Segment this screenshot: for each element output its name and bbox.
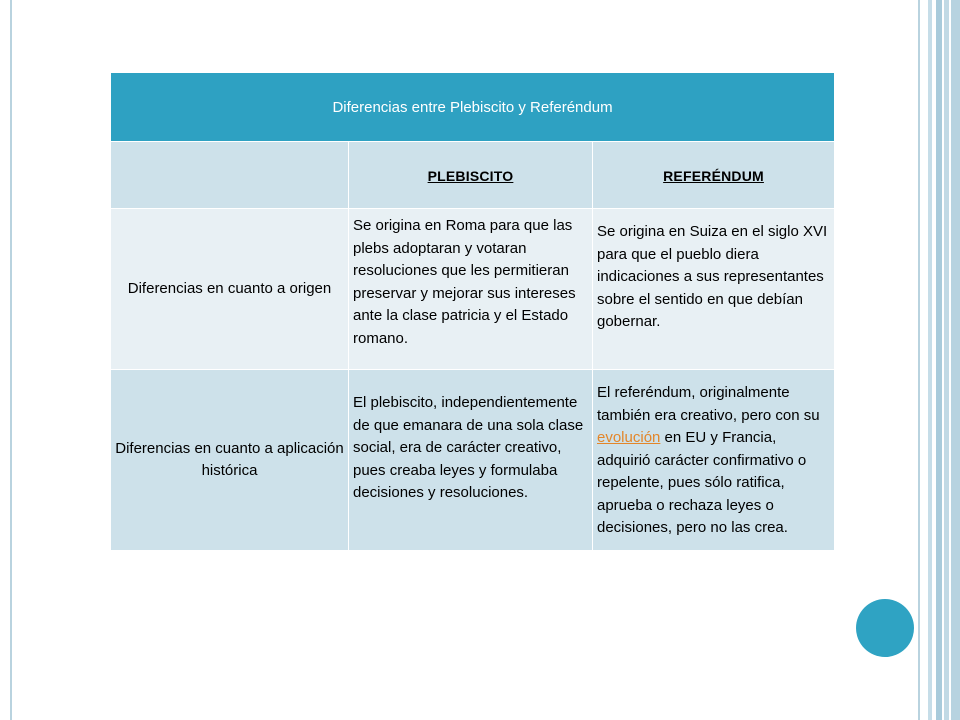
row-label-aplicacion: Diferencias en cuanto a aplicación histórica: [111, 370, 349, 551]
cell-text: El plebiscito, independientemente de que emanara de una sola clase social, era de carácter creativo, pues creaba leyes y formulaba decisiones y resoluciones.: [353, 394, 584, 501]
decorative-stripe: [936, 0, 942, 720]
slide-right-border: [918, 0, 920, 720]
cell-text: [593, 370, 834, 540]
decorative-stripe: [928, 0, 932, 720]
table-row-aplicacion: [111, 370, 835, 551]
slide-left-border: [10, 0, 12, 720]
referendum-text-before: El referéndum, originalmente también era creativo, pero con su: [597, 384, 820, 424]
header-plebiscito-label: PLEBISCITO: [427, 168, 514, 184]
comparison-table: [110, 72, 835, 551]
cell-aplicacion-referendum: [593, 370, 835, 551]
table-header-row: [111, 142, 835, 209]
cell-origen-plebiscito: [349, 209, 593, 370]
decorative-stripe: [951, 0, 960, 720]
row-label-origen: Diferencias en cuanto a origen: [111, 209, 349, 370]
referendum-text-after: en EU y Francia, adquirió carácter confirmativo o repelente, pues sólo ratifica, aprueba o rechaza leyes o decisiones, pero no las crea.: [597, 429, 807, 536]
header-plebiscito-cell: [349, 142, 593, 209]
cell-text: Se origina en Suiza en el siglo XVI para que el pueblo diera indicaciones a sus representantes sobre el sentido en que debían gobernar.: [597, 223, 828, 330]
cell-origen-referendum: [593, 209, 835, 370]
header-empty-cell: [111, 142, 349, 209]
decorative-stripe: [944, 0, 949, 720]
header-referendum-cell: [593, 142, 835, 209]
cell-aplicacion-plebiscito: [349, 370, 593, 551]
table-row-origen: [111, 209, 835, 370]
evolucion-link[interactable]: evolución: [597, 429, 661, 446]
cell-text: Se origina en Roma para que las plebs adoptaran y votaran resoluciones que les permitieran preservar y mejorar sus intereses ante la clase patricia y el Estado romano.: [353, 217, 576, 347]
decorative-circle: [856, 599, 914, 657]
table-title: Diferencias entre Plebiscito y Referéndum: [111, 73, 835, 142]
header-referendum-label: REFERÉNDUM: [663, 168, 764, 184]
